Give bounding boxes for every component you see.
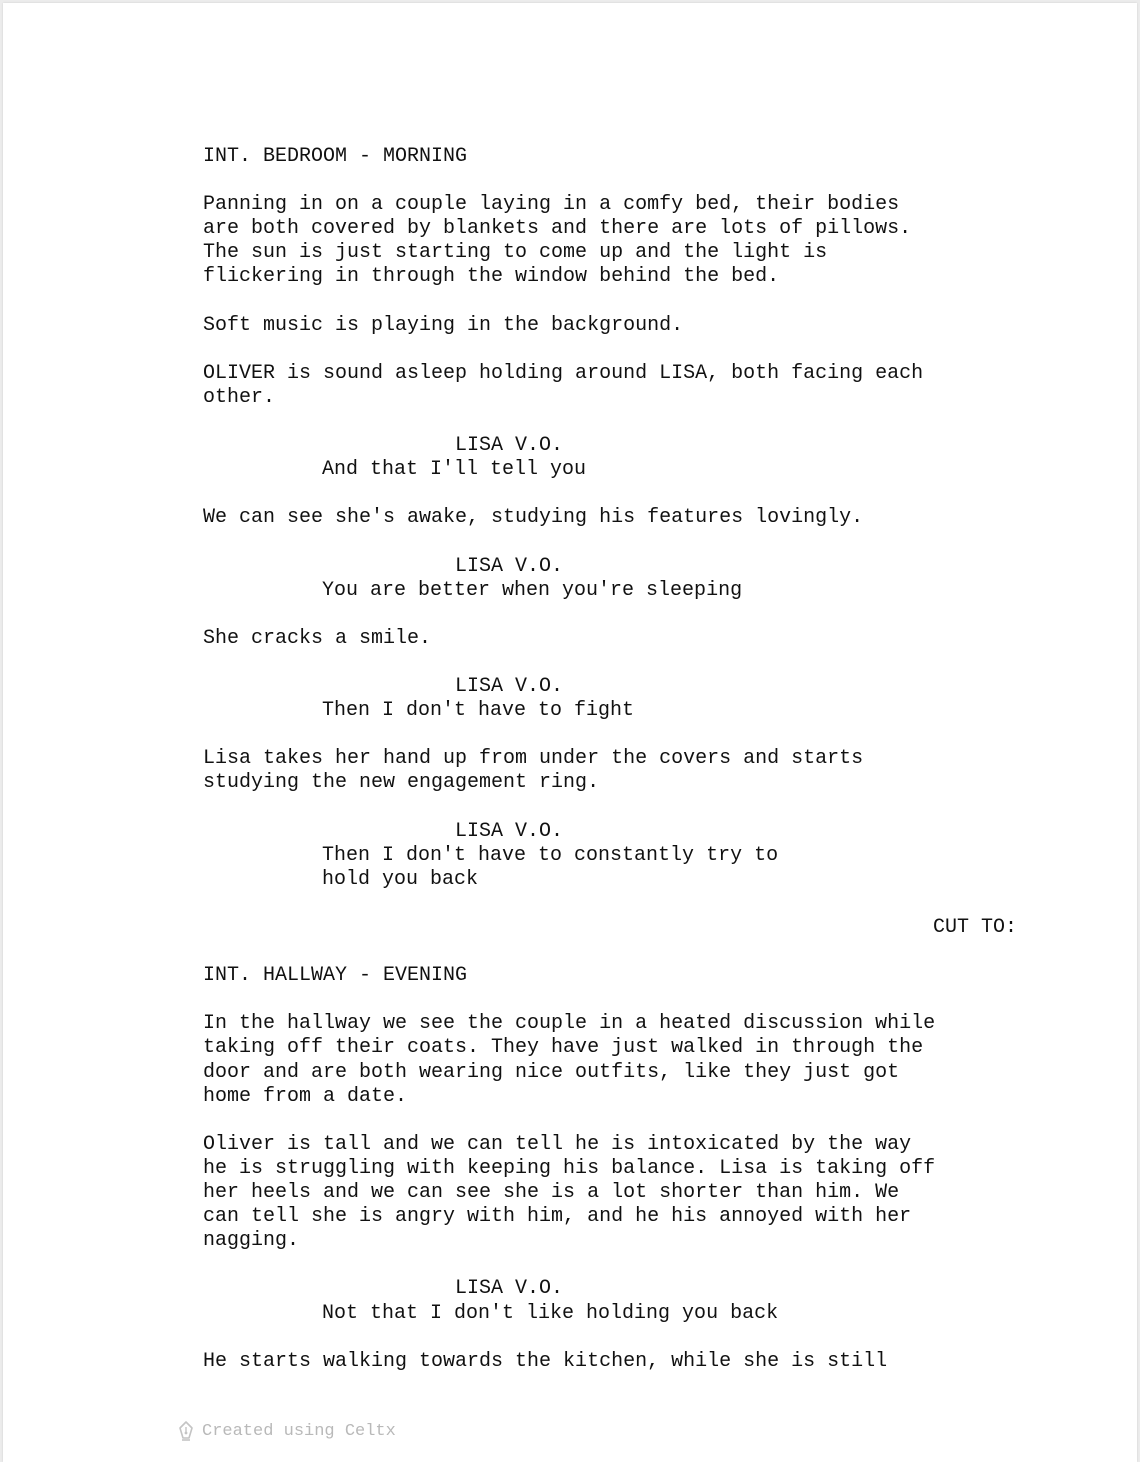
footer-text: Created using Celtx [202,1421,396,1441]
action-paragraph: We can see she's awake, studying his features lovingly. [203,506,864,530]
action-paragraph: Panning in on a couple laying in a comfy bed, their bodies are both covered by blankets and there are lots of pillows. The sun is just starting to come up and the light is flickering in through the window behind the bed. [203,193,912,289]
character-name: LISA V.O. [455,1277,564,1301]
dialogue-line: You are better when you're sleeping [322,578,743,602]
action-paragraph: Soft music is playing in the background. [203,313,684,337]
dialogue-line: Not that I don't like holding you back [322,1301,779,1325]
character-name: LISA V.O. [455,434,564,458]
script-page [3,3,1137,1462]
action-paragraph: OLIVER is sound asleep holding around LISA, both facing each other. [203,361,924,409]
transition: CUT TO: [932,916,1017,939]
action-paragraph: Lisa takes her hand up from under the covers and starts studying the new engagement ring. [203,747,864,795]
action-paragraph: He starts walking towards the kitchen, while she is still [203,1349,888,1373]
dialogue-line: Then I don't have to constantly try to hold you back [322,843,779,891]
footer [178,1421,396,1441]
celtx-pen-icon [178,1421,194,1441]
scene-heading: INT. HALLWAY - EVENING [203,964,468,988]
action-paragraph: In the hallway we see the couple in a heated discussion while taking off their coats. They have just walked in through the door and are both wearing nice outfits, like they just got home from a date. [203,1012,936,1108]
screenplay-body [203,145,1033,1398]
dialogue-line: And that I'll tell you [322,458,587,482]
character-name: LISA V.O. [455,819,564,843]
action-paragraph: She cracks a smile. [203,626,432,650]
character-name: LISA V.O. [455,554,564,578]
scene-heading: INT. BEDROOM - MORNING [203,145,468,168]
action-paragraph: Oliver is tall and we can tell he is intoxicated by the way he is struggling with keeping his balance. Lisa is taking off her heels and we can see she is a lot shorter than him. We can tell she is angry with him, and he his annoyed with her nagging. [203,1132,936,1253]
dialogue-line: Then I don't have to fight [322,699,635,723]
character-name: LISA V.O. [455,675,564,699]
